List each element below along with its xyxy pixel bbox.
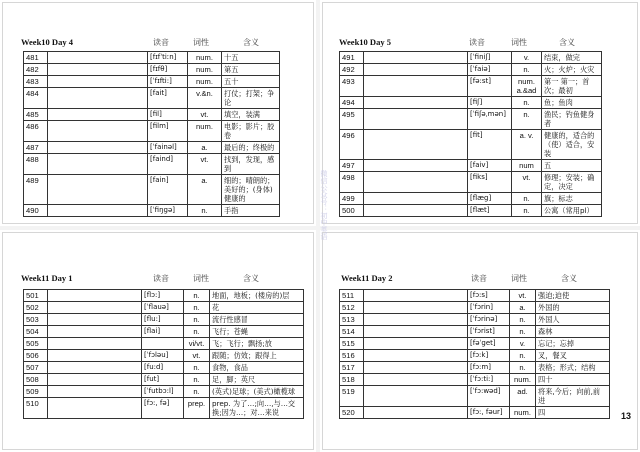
word-number: 509 xyxy=(24,386,48,398)
word-phonetic: [ˈfɔləu] xyxy=(142,350,184,362)
word-number: 497 xyxy=(340,160,364,172)
word-phonetic: [flæg] xyxy=(468,193,512,205)
word-meaning: 强迫;迫使 xyxy=(536,290,610,302)
word-meaning: 流行性感冒 xyxy=(210,314,304,326)
word-blank-cell[interactable] xyxy=(48,88,148,109)
word-part-of-speech: num. xyxy=(510,407,536,419)
word-phonetic: [flæt] xyxy=(468,205,512,217)
word-blank-cell[interactable] xyxy=(364,205,468,217)
word-part-of-speech: ad. xyxy=(510,386,536,407)
word-meaning: 飞行；苍蝇 xyxy=(210,326,304,338)
word-blank-cell[interactable] xyxy=(48,350,142,362)
word-phonetic xyxy=(142,338,184,350)
word-meaning: 填空，装满 xyxy=(222,109,280,121)
word-number: 482 xyxy=(24,64,48,76)
word-phonetic: [fain] xyxy=(148,175,188,205)
word-number: 481 xyxy=(24,52,48,64)
word-part-of-speech: num. xyxy=(188,121,222,142)
table-row xyxy=(340,64,602,76)
header-pron: 读音 xyxy=(153,38,169,47)
word-blank-cell[interactable] xyxy=(364,407,468,419)
table-row xyxy=(340,193,602,205)
table-row xyxy=(24,386,304,398)
word-meaning: 鱼；鱼肉 xyxy=(542,97,602,109)
watermark-text: 微信公众号：初中英语 xyxy=(320,170,328,240)
word-phonetic: [flu:] xyxy=(142,314,184,326)
table-row xyxy=(24,362,304,374)
word-meaning: 火；火炉；火灾 xyxy=(542,64,602,76)
table-row xyxy=(340,362,610,374)
word-number: 505 xyxy=(24,338,48,350)
word-blank-cell[interactable] xyxy=(364,386,468,407)
word-phonetic: [fu:d] xyxy=(142,362,184,374)
word-meaning: 十五 xyxy=(222,52,280,64)
word-meaning: (英式)足球；(美式)橄榄球 xyxy=(210,386,304,398)
word-phonetic: [fəˈget] xyxy=(468,338,510,350)
word-number: 493 xyxy=(340,76,364,97)
word-blank-cell[interactable] xyxy=(364,130,468,160)
word-number: 490 xyxy=(24,205,48,217)
card-title: Week11 Day 2 xyxy=(341,273,393,283)
word-number: 514 xyxy=(340,326,364,338)
word-blank-cell[interactable] xyxy=(364,350,468,362)
word-blank-cell[interactable] xyxy=(48,302,142,314)
word-part-of-speech: vt. xyxy=(188,109,222,121)
word-phonetic: [fɔ:, fə] xyxy=(142,398,184,419)
table-row xyxy=(340,109,602,130)
word-meaning: 表格；形式；结构 xyxy=(536,362,610,374)
word-number: 520 xyxy=(340,407,364,419)
word-phonetic: [fɔ:m] xyxy=(468,362,510,374)
word-blank-cell[interactable] xyxy=(48,398,142,419)
word-blank-cell[interactable] xyxy=(48,52,148,64)
word-blank-cell[interactable] xyxy=(364,160,468,172)
word-number: 484 xyxy=(24,88,48,109)
table-row xyxy=(24,205,280,217)
word-part-of-speech: n. xyxy=(184,314,210,326)
word-phonetic: [ˈfɪfti:] xyxy=(148,76,188,88)
word-blank-cell[interactable] xyxy=(48,386,142,398)
table-row xyxy=(24,326,304,338)
word-phonetic: [flɔ:] xyxy=(142,290,184,302)
table-row xyxy=(340,338,610,350)
word-part-of-speech: v. xyxy=(512,52,542,64)
word-meaning: 五 xyxy=(542,160,602,172)
word-phonetic: [ˈfiʃəˌmən] xyxy=(468,109,512,130)
word-blank-cell[interactable] xyxy=(48,338,142,350)
word-meaning: 旗；标志 xyxy=(542,193,602,205)
word-phonetic: [fɔ:s] xyxy=(468,290,510,302)
word-number: 489 xyxy=(24,175,48,205)
word-part-of-speech: n. xyxy=(512,109,542,130)
table-row xyxy=(24,142,280,154)
word-number: 518 xyxy=(340,374,364,386)
word-blank-cell[interactable] xyxy=(48,175,148,205)
word-phonetic: [ˈfiniʃ] xyxy=(468,52,512,64)
word-part-of-speech: n. xyxy=(512,97,542,109)
table-row xyxy=(24,76,280,88)
table-row xyxy=(340,172,602,193)
word-meaning: 忘记；忘掉 xyxy=(536,338,610,350)
card-title: Week10 Day 5 xyxy=(339,37,391,47)
word-phonetic: [ˈfɔ:ti:] xyxy=(468,374,510,386)
word-number: 483 xyxy=(24,76,48,88)
table-row xyxy=(340,130,602,160)
word-blank-cell[interactable] xyxy=(48,76,148,88)
table-row xyxy=(24,302,304,314)
word-part-of-speech: n. xyxy=(510,314,536,326)
word-meaning: 公寓（常用pl） xyxy=(542,205,602,217)
word-number: 486 xyxy=(24,121,48,142)
word-part-of-speech: a. xyxy=(188,142,222,154)
word-phonetic: [ˈfutbɔ:l] xyxy=(142,386,184,398)
word-number: 506 xyxy=(24,350,48,362)
word-number: 495 xyxy=(340,109,364,130)
word-blank-cell[interactable] xyxy=(48,109,148,121)
word-part-of-speech: n. xyxy=(184,290,210,302)
word-phonetic: [fɔ:k] xyxy=(468,350,510,362)
word-meaning: 四十 xyxy=(536,374,610,386)
word-number: 512 xyxy=(340,302,364,314)
table-row xyxy=(24,350,304,362)
word-meaning: 叉，餐叉 xyxy=(536,350,610,362)
table-row xyxy=(24,52,280,64)
word-part-of-speech: v.&n. xyxy=(188,88,222,109)
header-meaning: 含义 xyxy=(243,38,259,47)
table-row xyxy=(340,386,610,407)
word-phonetic: [ˈfɔrin] xyxy=(468,302,510,314)
word-blank-cell[interactable] xyxy=(364,362,468,374)
word-blank-cell[interactable] xyxy=(364,172,468,193)
card-title: Week11 Day 1 xyxy=(21,273,73,283)
word-number: 511 xyxy=(340,290,364,302)
word-number: 492 xyxy=(340,64,364,76)
word-part-of-speech: num. xyxy=(188,76,222,88)
word-part-of-speech: n. xyxy=(512,205,542,217)
word-phonetic: [ˈfɔ:wəd] xyxy=(468,386,510,407)
word-meaning: 手指 xyxy=(222,205,280,217)
word-meaning: 食物，食品 xyxy=(210,362,304,374)
word-phonetic: [fə:st] xyxy=(468,76,512,97)
word-phonetic: [ˈfaiə] xyxy=(468,64,512,76)
word-meaning: prep. 为了…;向…,与…交换;因为…；对…来说 xyxy=(210,398,304,419)
table-row xyxy=(24,109,280,121)
header-pos: 词性 xyxy=(511,38,527,47)
word-blank-cell[interactable] xyxy=(48,362,142,374)
table-row xyxy=(24,338,304,350)
word-blank-cell[interactable] xyxy=(48,290,142,302)
word-part-of-speech: n. xyxy=(184,326,210,338)
table-row xyxy=(340,314,610,326)
word-part-of-speech: n. xyxy=(512,64,542,76)
word-phonetic: [fiks] xyxy=(468,172,512,193)
word-blank-cell[interactable] xyxy=(364,302,468,314)
header-pos: 词性 xyxy=(193,274,209,283)
table-row xyxy=(340,374,610,386)
word-part-of-speech: num xyxy=(512,160,542,172)
vocab-table xyxy=(339,51,602,217)
word-phonetic: [fiʃ] xyxy=(468,97,512,109)
word-phonetic: [flai] xyxy=(142,326,184,338)
vocab-table xyxy=(23,289,304,419)
word-meaning: 足，脚；英尺 xyxy=(210,374,304,386)
word-part-of-speech: n. xyxy=(510,350,536,362)
word-blank-cell[interactable] xyxy=(364,374,468,386)
table-row xyxy=(24,398,304,419)
word-part-of-speech: a. xyxy=(188,175,222,205)
table-row xyxy=(340,97,602,109)
word-meaning: 外国的 xyxy=(536,302,610,314)
table-row xyxy=(340,160,602,172)
word-number: 515 xyxy=(340,338,364,350)
word-part-of-speech: a. v. xyxy=(512,130,542,160)
page-number: 13 xyxy=(620,411,631,421)
header-pron: 读音 xyxy=(153,274,169,283)
word-meaning: 外国人 xyxy=(536,314,610,326)
word-meaning: 飞；飞行；飘扬;放 xyxy=(210,338,304,350)
word-blank-cell[interactable] xyxy=(48,121,148,142)
word-part-of-speech: n. xyxy=(510,326,536,338)
word-part-of-speech: v. xyxy=(510,338,536,350)
word-blank-cell[interactable] xyxy=(364,52,468,64)
word-blank-cell[interactable] xyxy=(48,154,148,175)
word-phonetic: [film] xyxy=(148,121,188,142)
word-number: 500 xyxy=(340,205,364,217)
word-number: 507 xyxy=(24,362,48,374)
word-number: 504 xyxy=(24,326,48,338)
word-meaning: 渔民；钓鱼健身者 xyxy=(542,109,602,130)
table-row xyxy=(340,407,610,419)
word-meaning: 结束，做完 xyxy=(542,52,602,64)
word-blank-cell[interactable] xyxy=(364,326,468,338)
header-pos: 词性 xyxy=(193,38,209,47)
word-part-of-speech: vt. xyxy=(184,350,210,362)
word-number: 502 xyxy=(24,302,48,314)
word-part-of-speech: num. xyxy=(188,64,222,76)
vocab-card-week11-day1 xyxy=(2,232,314,450)
word-part-of-speech: vi/vt. xyxy=(184,338,210,350)
header-pos: 词性 xyxy=(511,274,527,283)
word-number: 485 xyxy=(24,109,48,121)
word-phonetic: [fait] xyxy=(148,88,188,109)
table-row xyxy=(340,302,610,314)
table-row xyxy=(340,350,610,362)
word-part-of-speech: n. xyxy=(188,205,222,217)
word-phonetic: [ˈfɔrinə] xyxy=(468,314,510,326)
word-blank-cell[interactable] xyxy=(48,205,148,217)
word-part-of-speech: prep. xyxy=(184,398,210,419)
word-meaning: 第五 xyxy=(222,64,280,76)
vocab-table xyxy=(23,51,280,217)
word-number: 519 xyxy=(340,386,364,407)
table-row xyxy=(340,52,602,64)
word-meaning: 找到，发现，感到 xyxy=(222,154,280,175)
table-row xyxy=(24,88,280,109)
word-meaning: 花 xyxy=(210,302,304,314)
word-number: 496 xyxy=(340,130,364,160)
word-meaning: 第一 第一；首次；最初 xyxy=(542,76,602,97)
word-phonetic: [fit] xyxy=(468,130,512,160)
word-blank-cell[interactable] xyxy=(48,64,148,76)
word-number: 503 xyxy=(24,314,48,326)
table-row xyxy=(340,290,610,302)
word-part-of-speech: n. xyxy=(184,302,210,314)
word-number: 491 xyxy=(340,52,364,64)
word-blank-cell[interactable] xyxy=(364,338,468,350)
word-number: 516 xyxy=(340,350,364,362)
header-pron: 读音 xyxy=(471,274,487,283)
word-number: 487 xyxy=(24,142,48,154)
word-number: 513 xyxy=(340,314,364,326)
word-meaning: 最后的；终极的 xyxy=(222,142,280,154)
word-meaning: 森林 xyxy=(536,326,610,338)
word-part-of-speech: num. xyxy=(188,52,222,64)
vocab-card-week11-day2 xyxy=(322,232,638,450)
word-blank-cell[interactable] xyxy=(364,193,468,205)
word-part-of-speech: vt. xyxy=(512,172,542,193)
word-blank-cell[interactable] xyxy=(48,374,142,386)
word-part-of-speech: n. xyxy=(510,362,536,374)
word-phonetic: [ˈfainəl] xyxy=(148,142,188,154)
word-phonetic: [fɔ:, fəur] xyxy=(468,407,510,419)
word-part-of-speech: num. a.&ad xyxy=(512,76,542,97)
word-blank-cell[interactable] xyxy=(364,290,468,302)
table-row xyxy=(24,175,280,205)
word-phonetic: [fɪfθ] xyxy=(148,64,188,76)
word-blank-cell[interactable] xyxy=(364,314,468,326)
word-meaning: 细的；晴朗的；美好的；(身体)健康的 xyxy=(222,175,280,205)
word-phonetic: [ˈfɔrist] xyxy=(468,326,510,338)
word-blank-cell[interactable] xyxy=(364,64,468,76)
word-part-of-speech: vt. xyxy=(188,154,222,175)
word-number: 488 xyxy=(24,154,48,175)
word-phonetic: [faind] xyxy=(148,154,188,175)
vocab-table xyxy=(339,289,610,419)
word-meaning: 修理；安装；确定，决定 xyxy=(542,172,602,193)
word-number: 499 xyxy=(340,193,364,205)
table-row xyxy=(24,64,280,76)
word-blank-cell[interactable] xyxy=(364,109,468,130)
header-meaning: 含义 xyxy=(243,274,259,283)
table-row xyxy=(24,290,304,302)
word-number: 510 xyxy=(24,398,48,419)
word-number: 494 xyxy=(340,97,364,109)
card-title: Week10 Day 4 xyxy=(21,37,73,47)
word-phonetic: [faiv] xyxy=(468,160,512,172)
word-blank-cell[interactable] xyxy=(48,142,148,154)
word-part-of-speech: n. xyxy=(184,374,210,386)
word-meaning: 跟随；仿效；跟得上 xyxy=(210,350,304,362)
word-phonetic: [ˈflauə] xyxy=(142,302,184,314)
word-blank-cell[interactable] xyxy=(364,76,468,97)
word-blank-cell[interactable] xyxy=(48,314,142,326)
word-part-of-speech: n. xyxy=(184,362,210,374)
table-row xyxy=(340,326,610,338)
word-phonetic: [ˈfiŋgə] xyxy=(148,205,188,217)
word-part-of-speech: num. xyxy=(510,374,536,386)
word-meaning: 地面，地板；(楼房的)层 xyxy=(210,290,304,302)
word-meaning: 打仗；打架；争论 xyxy=(222,88,280,109)
header-meaning: 含义 xyxy=(561,274,577,283)
table-row xyxy=(24,314,304,326)
word-meaning: 健康的，适合的 （使）适合，安装 xyxy=(542,130,602,160)
word-number: 501 xyxy=(24,290,48,302)
word-phonetic: [fut] xyxy=(142,374,184,386)
word-meaning: 五十 xyxy=(222,76,280,88)
header-meaning: 含义 xyxy=(559,38,575,47)
word-blank-cell[interactable] xyxy=(364,97,468,109)
table-row xyxy=(340,76,602,97)
word-part-of-speech: n. xyxy=(184,386,210,398)
word-meaning: 电影；影片；胶卷 xyxy=(222,121,280,142)
word-part-of-speech: vt. xyxy=(510,290,536,302)
word-phonetic: [fil] xyxy=(148,109,188,121)
word-part-of-speech: a. xyxy=(510,302,536,314)
vocab-card-week10-day4 xyxy=(2,2,314,224)
table-row xyxy=(340,205,602,217)
word-meaning: 四 xyxy=(536,407,610,419)
vocab-card-week10-day5 xyxy=(322,2,638,224)
word-number: 517 xyxy=(340,362,364,374)
header-pron: 读音 xyxy=(469,38,485,47)
word-phonetic: [fɪfˈtiːn] xyxy=(148,52,188,64)
table-row xyxy=(24,374,304,386)
word-blank-cell[interactable] xyxy=(48,326,142,338)
word-meaning: 将来,今后；向前,前进 xyxy=(536,386,610,407)
word-number: 498 xyxy=(340,172,364,193)
table-row xyxy=(24,154,280,175)
word-part-of-speech: n. xyxy=(512,193,542,205)
word-number: 508 xyxy=(24,374,48,386)
table-row xyxy=(24,121,280,142)
